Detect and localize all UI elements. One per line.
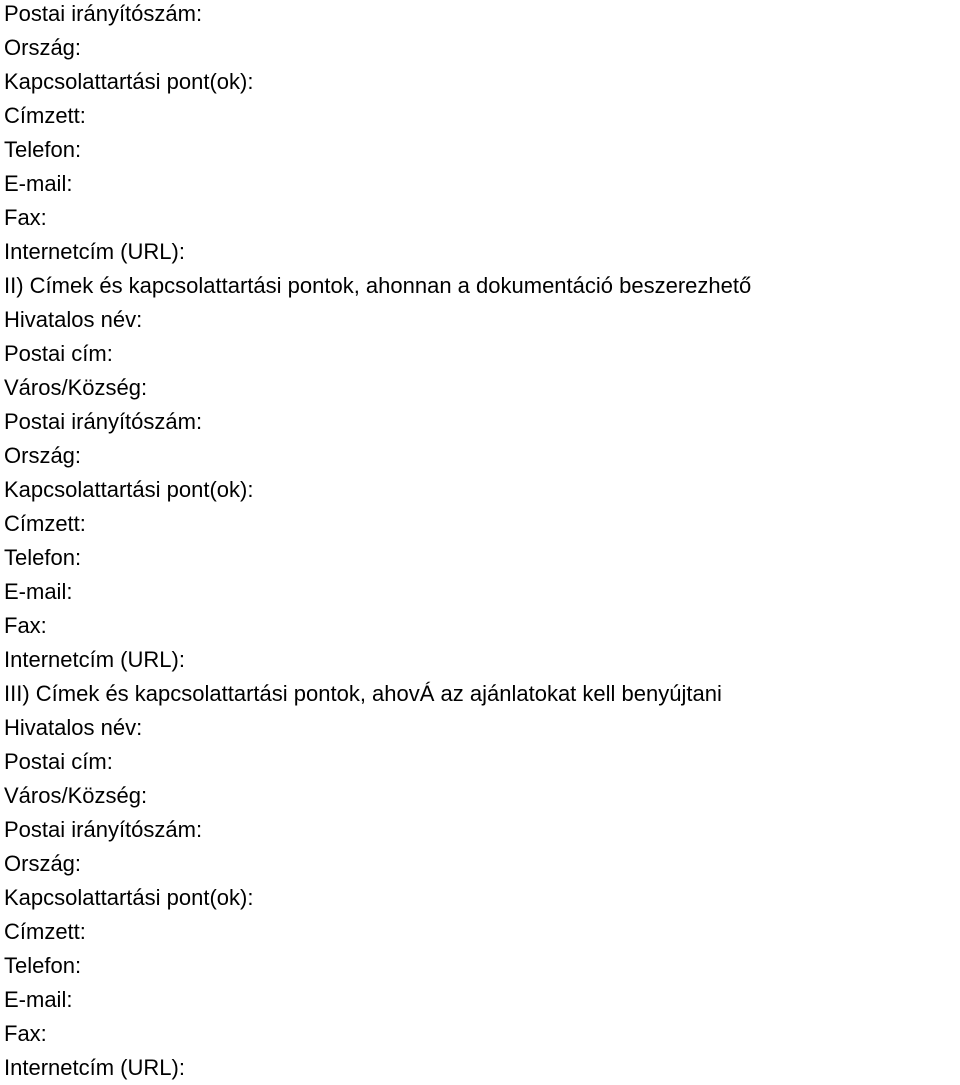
field-label-country: Ország:	[4, 443, 82, 468]
field-label-fax: Fax:	[4, 1021, 47, 1046]
section-previous-tail	[4, 0, 954, 269]
field-label-addressee: Címzett:	[4, 103, 86, 128]
field-label-phone: Telefon:	[4, 137, 82, 162]
section-heading-iii: III) Címek és kapcsolattartási pontok, ahovÁ az ajánlatokat kell benyújtani	[4, 681, 722, 706]
section-iii	[4, 677, 954, 1085]
section-heading-ii: II) Címek és kapcsolattartási pontok, ahonnan a dokumentáció beszerezhető	[4, 273, 752, 298]
field-label-country: Ország:	[4, 851, 82, 876]
field-label-email: E-mail:	[4, 579, 73, 604]
field-label-fax: Fax:	[4, 613, 47, 638]
field-label-email: E-mail:	[4, 987, 73, 1012]
field-label-postal-code: Postai irányítószám:	[4, 1, 203, 26]
field-label-addressee: Címzett:	[4, 511, 86, 536]
field-label-url: Internetcím (URL):	[4, 239, 185, 264]
field-label-contact-points: Kapcsolattartási pont(ok):	[4, 885, 254, 910]
field-label-postal-address: Postai cím:	[4, 341, 113, 366]
section-ii	[4, 269, 954, 677]
document-page	[4, 0, 954, 1085]
field-label-url: Internetcím (URL):	[4, 647, 185, 672]
field-label-addressee: Címzett:	[4, 919, 86, 944]
field-label-official-name: Hivatalos név:	[4, 307, 143, 332]
field-label-postal-code: Postai irányítószám:	[4, 817, 203, 842]
field-label-city: Város/Község:	[4, 375, 148, 400]
field-label-official-name: Hivatalos név:	[4, 715, 143, 740]
field-label-phone: Telefon:	[4, 953, 82, 978]
field-label-phone: Telefon:	[4, 545, 82, 570]
field-label-fax: Fax:	[4, 205, 47, 230]
field-label-country: Ország:	[4, 35, 82, 60]
field-label-url: Internetcím (URL):	[4, 1055, 185, 1080]
field-label-contact-points: Kapcsolattartási pont(ok):	[4, 477, 254, 502]
field-label-email: E-mail:	[4, 171, 73, 196]
field-label-postal-code: Postai irányítószám:	[4, 409, 203, 434]
field-label-city: Város/Község:	[4, 783, 148, 808]
field-label-postal-address: Postai cím:	[4, 749, 113, 774]
field-label-contact-points: Kapcsolattartási pont(ok):	[4, 69, 254, 94]
